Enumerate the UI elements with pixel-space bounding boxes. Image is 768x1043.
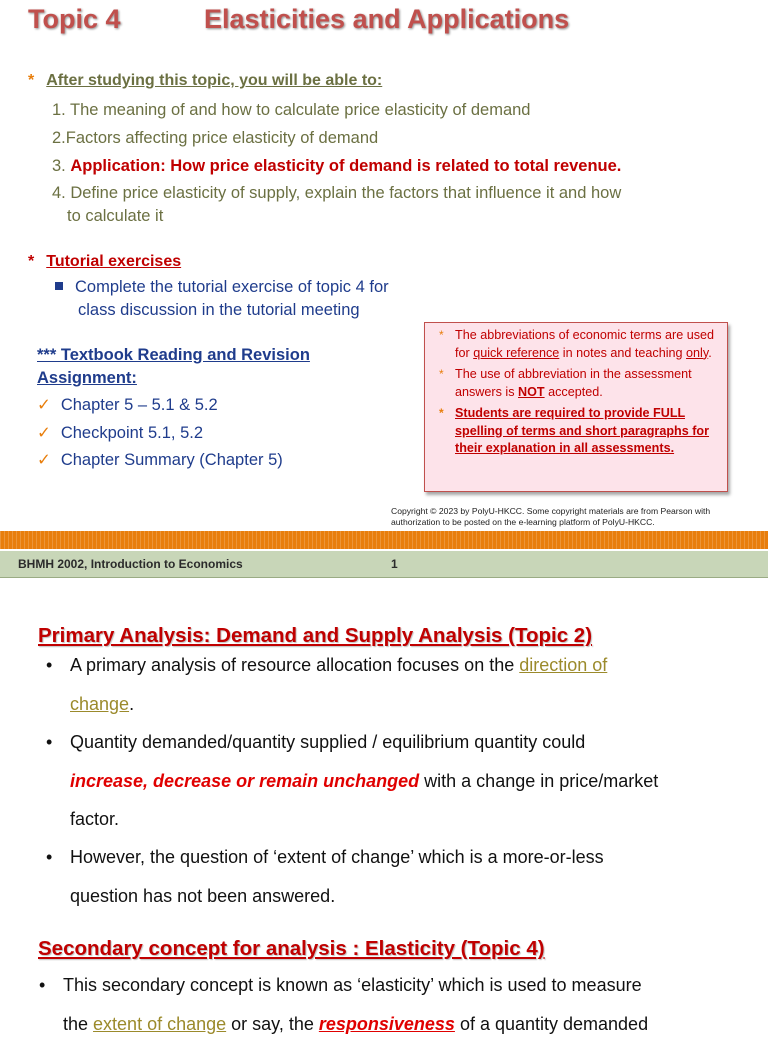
objectives-heading: * After studying this topic, you will be able to:	[28, 72, 383, 89]
topic-label: Topic 4	[28, 4, 121, 34]
bullet-dot-icon: •	[39, 975, 46, 995]
checklist-item: ✓ Checkpoint 5.1, 5.2	[37, 424, 204, 442]
bullet-item: • However, the question of ‘extent of change’ which is a more-or-less question has not been answered.	[70, 838, 730, 915]
checkmark-icon: ✓	[37, 424, 51, 442]
objective-3: 3. Application: How price elasticity of demand is related to total revenue.	[52, 157, 622, 175]
topic-title: Elasticities and Applications	[204, 4, 570, 34]
star-bullet-icon: *	[28, 253, 35, 270]
copyright-notice: Copyright © 2023 by PolyU-HKCC. Some copyright materials are from Pearson with authorization to be posted on the e-learning platform of PolyU-HKCC.	[391, 506, 711, 527]
star-bullet-icon: *	[28, 72, 35, 89]
bullet-dot-icon: •	[46, 655, 53, 675]
tutorial-item: Complete the tutorial exercise of topic 4 for class discussion in the tutorial meeting	[55, 276, 455, 322]
checkmark-icon: ✓	[37, 396, 51, 414]
abbreviation-note-box	[424, 322, 728, 492]
star-bullet-icon: *	[439, 406, 444, 420]
square-bullet-icon	[55, 282, 63, 290]
star-bullet-icon: *	[439, 367, 444, 381]
bullet-item: • Quantity demanded/quantity supplied / equilibrium quantity could increase, decrease or remain unchanged with a change in price/market factor.	[70, 723, 730, 839]
footer-course-title: BHMH 2002, Introduction to Economics	[18, 557, 243, 571]
star-bullet-icon: *	[439, 328, 444, 342]
footer-page-number: 1	[391, 557, 398, 571]
objective-2: 2.Factors affecting price elasticity of demand	[52, 129, 379, 147]
checkmark-icon: ✓	[37, 451, 51, 469]
textbook-heading: *** Textbook Reading and Revision Assignment:	[37, 346, 310, 387]
secondary-concept-heading: Secondary concept for analysis : Elasticity (Topic 4)	[38, 937, 545, 960]
note-item: * Students are required to provide FULL spelling of terms and short paragraphs for their explanation in all assessments.	[439, 406, 710, 455]
decorative-bar	[0, 531, 768, 549]
bullet-dot-icon: •	[46, 847, 53, 867]
objective-4: 4. Define price elasticity of supply, explain the factors that influence it and how	[52, 184, 622, 202]
objective-1: 1. The meaning of and how to calculate price elasticity of demand	[52, 101, 531, 119]
checklist-item: ✓ Chapter 5 – 5.1 & 5.2	[37, 396, 218, 414]
bullet-item: • This secondary concept is known as ‘elasticity’ which is used to measure the extent of change or say, the responsiveness of a quantity demanded	[63, 966, 753, 1043]
tutorial-heading: * Tutorial exercises	[28, 253, 182, 270]
primary-analysis-heading: Primary Analysis: Demand and Supply Analysis (Topic 2)	[38, 624, 593, 647]
bullet-dot-icon: •	[46, 732, 53, 752]
note-item: * The abbreviations of economic terms are used for quick reference in notes and teaching only.	[439, 328, 715, 360]
bullet-item: • A primary analysis of resource allocation focuses on the direction of change.	[70, 646, 710, 723]
objective-4-cont: to calculate it	[67, 207, 164, 225]
checklist-item: ✓ Chapter Summary (Chapter 5)	[37, 451, 283, 469]
note-item: * The use of abbreviation in the assessment answers is NOT accepted.	[439, 367, 692, 399]
